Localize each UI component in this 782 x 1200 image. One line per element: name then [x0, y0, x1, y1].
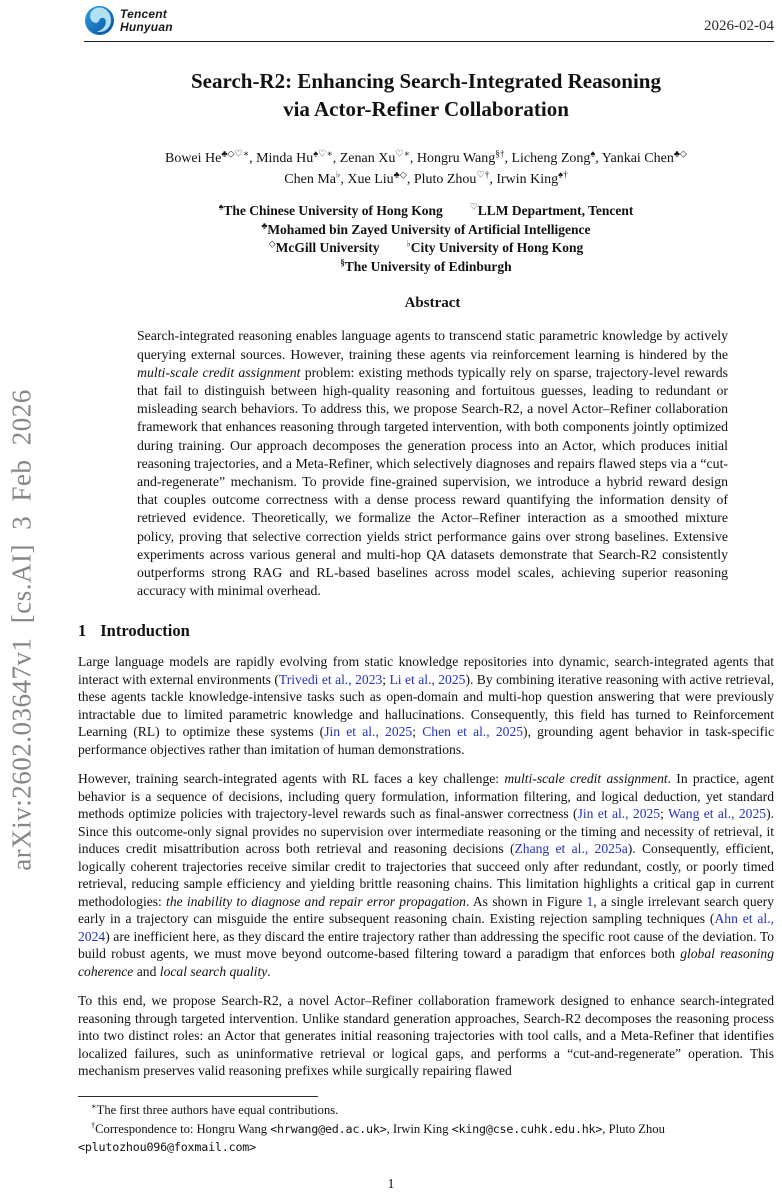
email-link[interactable]: <plutozhou096@foxmail.com> [78, 1140, 256, 1154]
abstract-section [137, 295, 728, 600]
footnote-correspondence: †Correspondence to: Hongru Wang <hrwang@ed.ac.uk>, Irwin King <king@cse.cuhk.edu.hk>, Pluto Zhou <plutozhou096@foxmail.com> [78, 1120, 665, 1154]
email-link[interactable]: <king@cse.cuhk.edu.hk> [451, 1122, 603, 1136]
author-line-1: Bowei He♣◇♡∗, Minda Hu♠♡∗, Zenan Xu♡∗, Hongru Wang§†, Licheng Zong♠, Yankai Chen♣◇ [164, 148, 688, 166]
footnote-equal-contribution: ∗The first three authors have equal contributions. [91, 1101, 339, 1117]
citation-link[interactable]: 1 [586, 893, 594, 909]
intro-paragraph-3: To this end, we propose Search-R2, a novel Actor–Refiner collaboration framework designed to enhance search-integrated reasoning through targeted intervention. Unlike standard generation approaches, Search-R2 decomposes the reasoning process into two distinct roles: an Actor that generates initial reasoning trajectories with tool calls, and a Meta-Refiner that identifies localized failures, such as uninformative retrieval or logical gaps, and performs a “cut-and-regenerate” operation. This mechanism preserves valid reasoning prefixes while surgically repairing flawed [78, 993, 774, 1079]
affiliation-line-3: ◇McGill University ♭City University of Hong Kong [268, 238, 584, 256]
affiliation-line-2: ♣Mohamed bin Zayed University of Artificial Intelligence [261, 220, 591, 237]
abstract-text: Search-integrated reasoning enables language agents to transcend static parametric knowledge by actively querying external sources. However, training these agents via reinforcement learning is hindered by the multi-scale credit assignment problem: existing methods typically rely on sparse, trajectory-level rewards that fail to distinguish between high-quality reasoning and fortuitous guesses, leading to redundant or misleading search behaviors. To address this, we propose Search-R2, a novel Actor–Refiner collaboration framework that enhances reasoning through targeted intervention, with both components jointly optimized during training. Our approach decomposes the generation process into an Actor, which produces initial reasoning trajectories, and a Meta-Refiner, which selectively diagnoses and repairs flawed steps via a “cut-and-regenerate” mechanism. To provide fine-grained supervision, we introduce a hybrid reward design that couples outcome correctness with a dense process reward quantifying the information density of retrieved evidence. Theoretically, we formalize the Actor–Refiner interaction as a smoothed mixture policy, proving that selective correction yields strict performance gains over strong baselines. Extensive experiments across various general and multi-hop QA datasets demonstrate that Search-R2 consistently outperforms strong RAG and RL-based baselines across model scales, achieving superior reasoning accuracy with minimal overhead. [137, 328, 728, 599]
logo-line-2: Hunyuan [120, 19, 173, 34]
paper-title [78, 67, 774, 123]
section-1-heading [78, 621, 774, 641]
citation-link[interactable]: Chen et al., 2025 [422, 724, 524, 740]
citation-link[interactable]: Li et al., 2025 [389, 671, 466, 687]
hunyuan-logo-icon [84, 5, 115, 36]
section-title: Introduction [100, 621, 190, 641]
citation-link[interactable]: Zhang et al., 2025a [514, 841, 628, 857]
section-number: 1 [78, 621, 87, 641]
email-link[interactable]: <hrwang@ed.ac.uk> [270, 1122, 387, 1136]
header [84, 5, 774, 42]
page-number: 1 [387, 1176, 395, 1191]
abstract-heading: Abstract [404, 295, 461, 312]
author-block [78, 148, 774, 190]
footnote-block [78, 1096, 774, 1156]
logo-line-1: Tencent [120, 6, 167, 21]
citation-link[interactable]: Ahn et al., 2024 [78, 911, 774, 944]
citation-link[interactable]: Wang et al., 2025 [668, 806, 767, 822]
footnote-rule [78, 1096, 318, 1097]
citation-link[interactable]: Jin et al., 2025 [324, 724, 413, 740]
author-line-2: Chen Ma♭, Xue Liu♣◇, Pluto Zhou♡†, Irwin King♠† [284, 169, 568, 187]
title-line-1: Search-R2: Enhancing Search-Integrated Reasoning [191, 69, 661, 93]
affiliation-line-4: §The University of Edinburgh [340, 257, 512, 274]
intro-paragraph-2: However, training search-integrated agents with RL faces a key challenge: multi-scale credit assignment. In practice, agent behavior is a sequence of decisions, including query formulation, information filtering, and logical deduction, yet standard methods optimize policies with trajectory-level rewards such as final-answer correctness (Jin et al., 2025; Wang et al., 2025). Since this outcome-only signal provides no supervision over intermediate reasoning or the timing and necessity of retrieval, it induces credit misattribution across both retrieval and reasoning decisions (Zhang et al., 2025a). Consequently, efficient, logically coherent trajectories receive similar credit to trajectories that succeed only after redundant, costly, or poorly timed retrieval, reducing sample efficiency and yielding brittle reasoning chains. This limitation highlights a critical gap in current methodologies: the inability to diagnose and repair error propagation. As shown in Figure 1, a single irrelevant search query early in a trajectory can misguide the entire subsequent reasoning chain. Existing rejection sampling techniques (Ahn et al., 2024) are inefficient here, as they discard the entire trajectory rather than addressing the specific root cause of the deviation. To build robust agents, we must move beyond outcome-based filtering toward a paradigm that enforces both global reasoning coherence and local search quality. [78, 771, 774, 979]
citation-link[interactable]: Trivedi et al., 2023 [278, 671, 383, 687]
title-line-2: via Actor-Refiner Collaboration [283, 97, 569, 121]
logo-wordmark [120, 8, 173, 34]
citation-link[interactable]: Jin et al., 2025 [577, 806, 661, 822]
intro-paragraph-1: Large language models are rapidly evolving from static knowledge repositories into dynamic, search-integrated agents that interact with external environments (Trivedi et al., 2023; Li et al., 2025). By combining iterative reasoning with active retrieval, these agents tackle knowledge-intensive tasks such as open-domain and multi-hop question answering that were previously intractable due to limited parametric knowledge and hallucinations. Consequently, this field has turned to Reinforcement Learning (RL) to optimize these systems (Jin et al., 2025; Chen et al., 2025), grounding agent behavior in task-specific performance objectives rather than imitation of human demonstrations. [78, 654, 774, 757]
arxiv-watermark: arXiv:2602.03647v1 [cs.AI] 3 Feb 2026 [6, 389, 37, 871]
affiliations [78, 202, 774, 276]
affiliation-line-1: ♠The Chinese University of Hong Kong ♡LLM Department, Tencent [218, 201, 634, 218]
paper-content [78, 54, 774, 1096]
tencent-hunyuan-logo [84, 5, 173, 36]
header-date: 2026-02-04 [704, 18, 774, 34]
